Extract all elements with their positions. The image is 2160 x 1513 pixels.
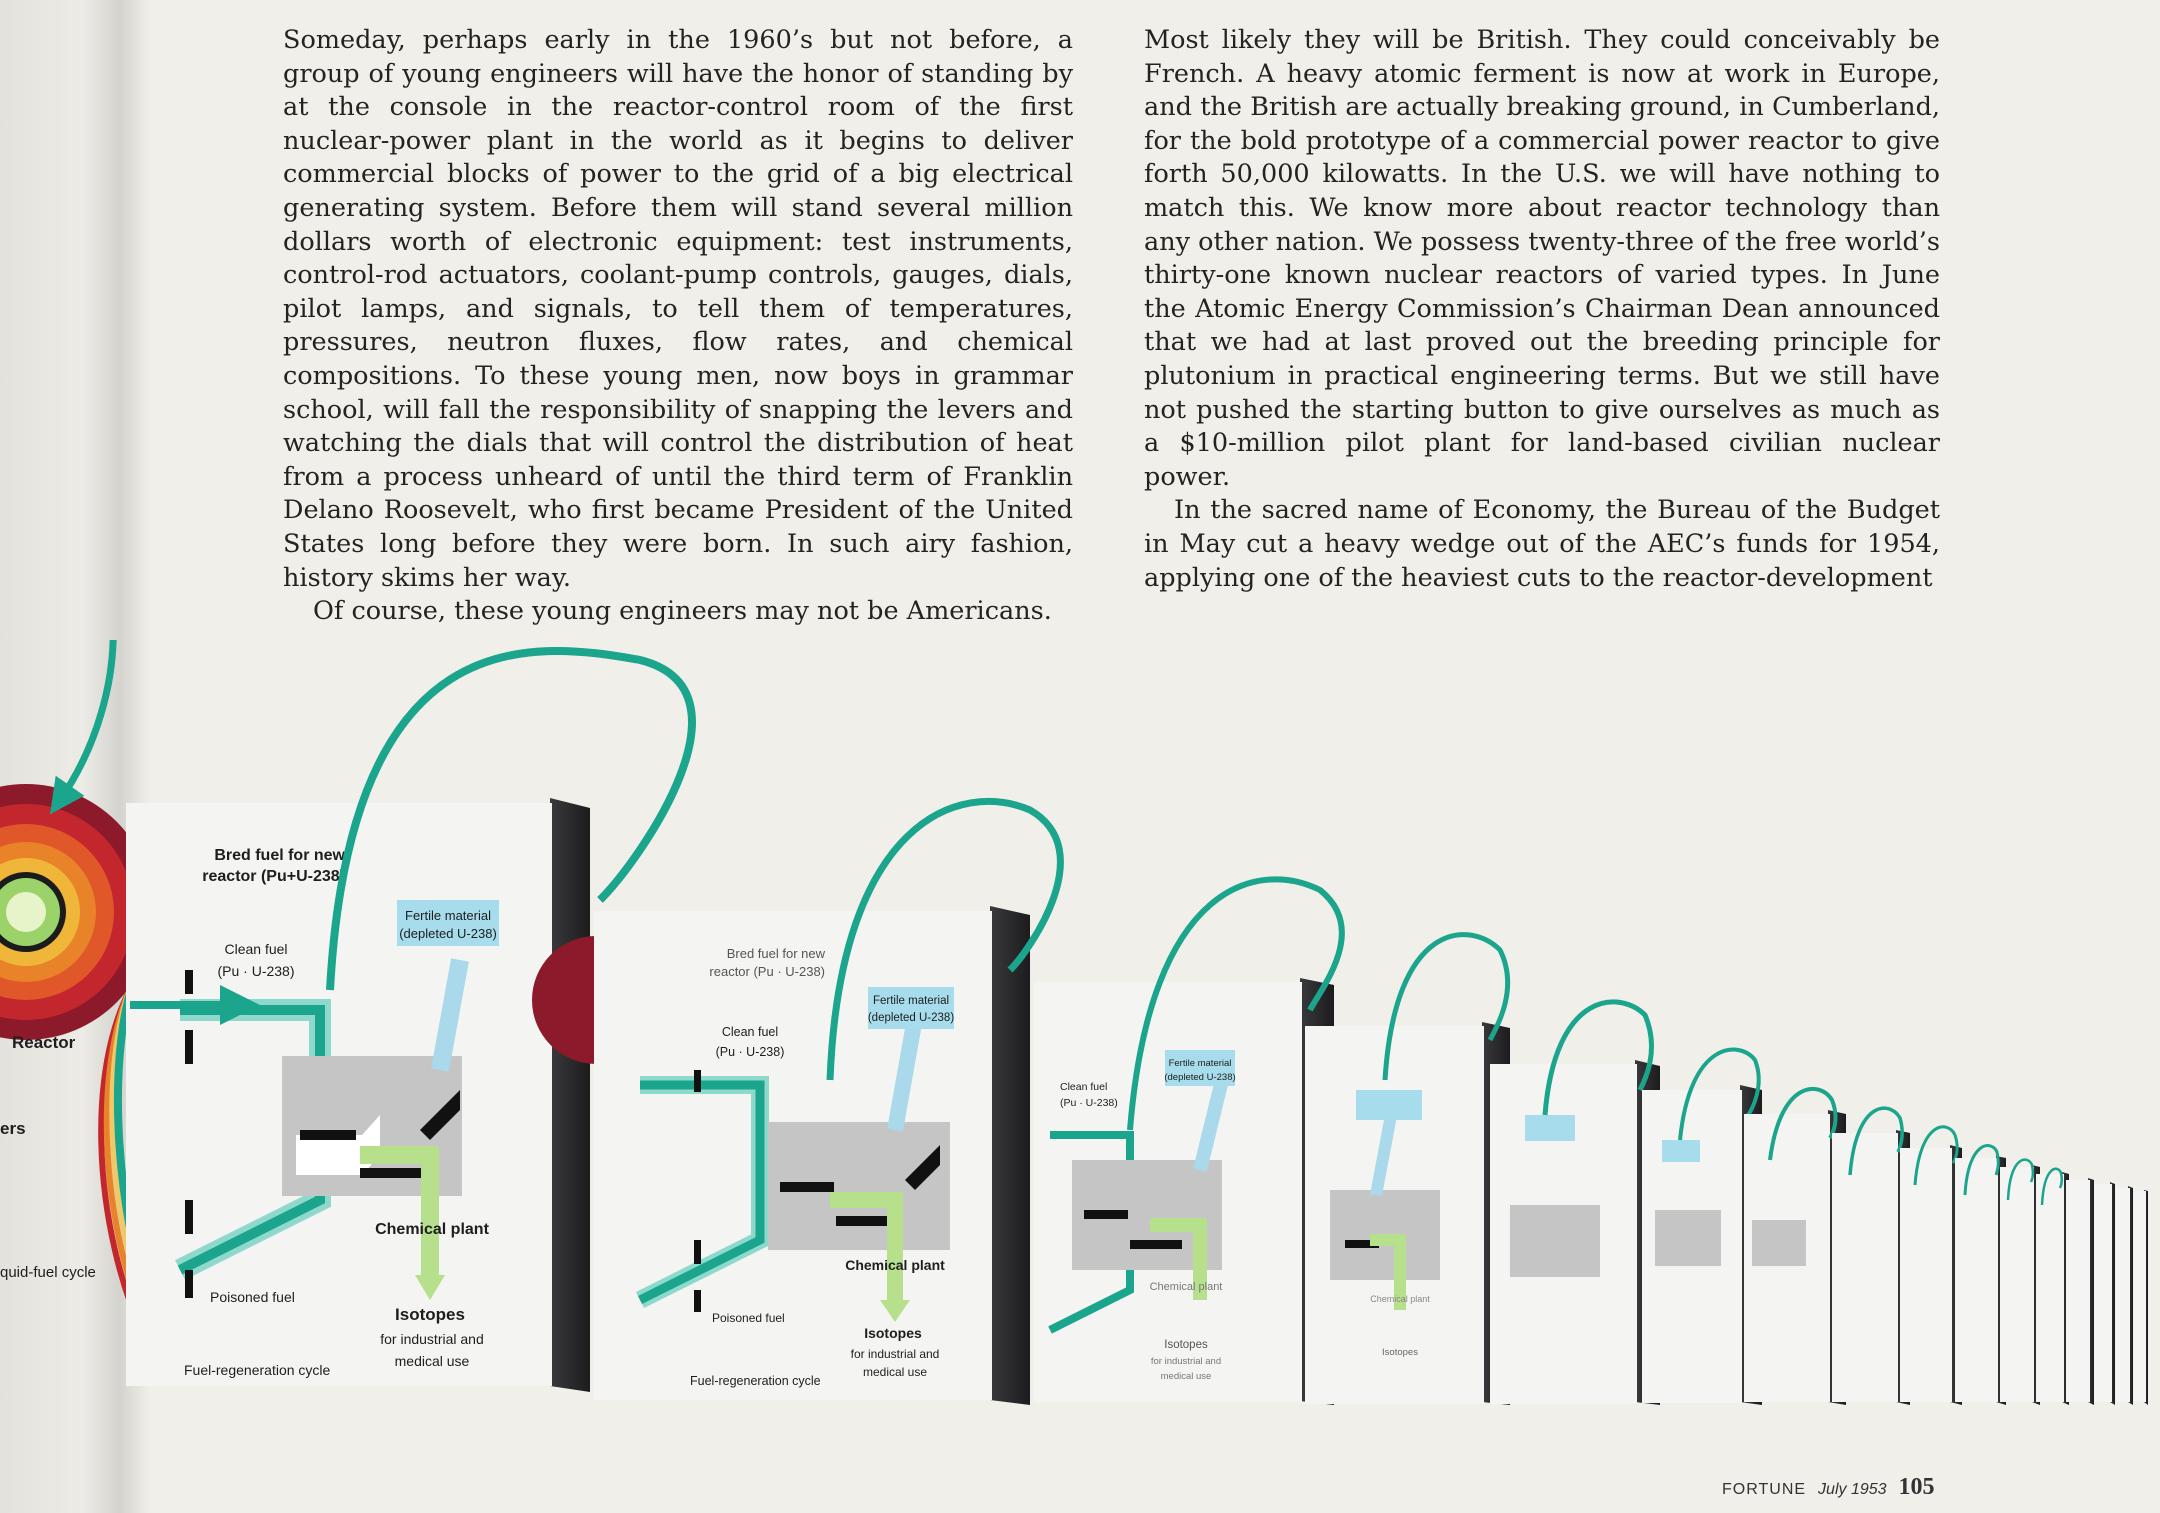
paragraph-4: In the sacred name of Economy, the Bureau of the Budget in May cut a heavy wedge out of the AEC’s funds for 1954, applying one of the heaviest cuts to the reactor-development [1144,495,1940,593]
panel-3-isotopes-sub2: medical use [1160,1371,1212,1382]
panel-3-isotopes: Isotopes [1164,1339,1208,1351]
panel-2-fertile-line1: Fertile material [872,995,950,1007]
article-column-right [1144,24,1940,595]
panel-1-bred-fuel-line1: Bred fuel for new [214,847,345,864]
panel-1-side [550,798,590,1392]
panel-1-clean-fuel-line1: Clean fuel [224,941,288,957]
receding-panels [1385,935,2148,1405]
incoming-arc [0,640,113,800]
panel-2 [532,906,1030,1405]
partial-label-ers: ers [0,1119,26,1138]
panel-2-chemical-plant: Chemical plant [845,1257,945,1273]
panel-2-fuel-regen: Fuel-regeneration cycle [690,1374,821,1388]
panel-1-fertile-line2: (depleted U-238) [399,926,497,941]
page-footer [1722,1474,1935,1501]
panel-3-clean-fuel-line2: (Pu · U-238) [1060,1097,1118,1109]
panel-1 [126,798,590,1392]
panel-4 [1305,1022,1510,1405]
panel-1-fertile-line1: Fertile material [405,908,491,923]
panel-1-isotopes: Isotopes [395,1305,465,1324]
reactor-label: Reactor [12,1033,76,1052]
panel-4-isotopes: Isotopes [1382,1347,1418,1358]
paragraph-3: Most likely they will be British. They could conceivably be French. A heavy atomic ferment is now at work in Europe, and the British are actually breaking ground, in Cumberland, for the bold prototype of a commercial power reactor to give forth 50,000 kilowatts. In the U.S. we will have nothing to match this. We know more about reactor technology than any other nation. We possess twenty-three of the free world’s thirty-one known nuclear reactors of varied types. In June the Atomic Energy Commission’s Chairman Dean announced that we had at last proved out the breeding principle for plutonium in practical engineering terms. But we still have not pushed the starting button to give ourselves as much as a $10-million pilot plant for land-based civilian nuclear power. [1144,25,1940,492]
panel-1-chemical-plant: Chemical plant [375,1221,489,1238]
panel-2-isotopes-sub2: medical use [862,1365,928,1379]
panel-1-poisoned-fuel: Poisoned fuel [210,1289,295,1305]
panel-2-isotopes: Isotopes [864,1325,922,1341]
panel-2-bred-fuel-line1: Bred fuel for new [726,946,825,961]
panel-1-fuel-regen: Fuel-regeneration cycle [184,1362,331,1378]
panel-1-bred-fuel-line2: reactor (Pu+U-238) [202,868,345,885]
panel-1-clean-fuel-line2: (Pu · U-238) [217,963,295,979]
fuel-cycle-illustration [0,640,2160,1420]
liquid-fuel-cycle-label: quid-fuel cycle [0,1264,96,1281]
panel-2-fertile-line2: (depleted U-238) [867,1012,955,1024]
panel-2-clean-fuel-line1: Clean fuel [721,1025,779,1039]
article-column-left [283,24,1073,629]
panel-2-isotopes-sub1: for industrial and [850,1347,940,1361]
panel-4-chemical-plant: Chemical plant [1370,1294,1430,1304]
magazine-name: FORTUNE [1722,1481,1807,1498]
panel-3-chemical-plant: Chemical plant [1149,1281,1223,1293]
page-number: 105 [1898,1474,1935,1500]
panel-3-fertile-line2: (depleted U-238) [1164,1072,1236,1083]
panel-3 [1034,978,1334,1405]
paragraph-1: Someday, perhaps early in the 1960’s but not before, a group of young engineers will have the honor of standing by at the console in the reactor-control room of the first nuclear-power plant in the world as it begins to deliver commercial blocks of power to the grid of a big electrical generating system. Before them will stand several million dollars worth of electronic equipment: test instruments, control-rod actuators, coolant-pump controls, gauges, dials, pilot lamps, and signals, to tell them of temperatures, pressures, neutron fluxes, flow rates, and chemical compositions. To these young men, now boys in grammar school, will fall the responsibility of snapping the levers and watching the dials that will control the distribution of heat from a process unheard of until the third term of Franklin Delano Roosevelt, who first became President of the United States long before they were born. In such airy fashion, history skims her way. [283,25,1073,593]
paragraph-2: Of course, these young engineers may not be Americans. [313,596,1052,627]
panel-2-poisoned-fuel: Poisoned fuel [712,1311,785,1325]
panel-3-clean-fuel-line1: Clean fuel [1060,1081,1108,1093]
issue-date: July 1953 [1818,1481,1887,1498]
panel-3-fertile-line1: Fertile material [1168,1058,1232,1069]
panel-2-clean-fuel-line2: (Pu · U-238) [715,1045,785,1059]
panel-1-isotopes-sub1: for industrial and [380,1331,484,1347]
panel-1-isotopes-sub2: medical use [394,1353,470,1369]
panel-2-bred-fuel-line2: reactor (Pu · U-238) [709,964,825,979]
panel-3-isotopes-sub1: for industrial and [1150,1356,1222,1367]
